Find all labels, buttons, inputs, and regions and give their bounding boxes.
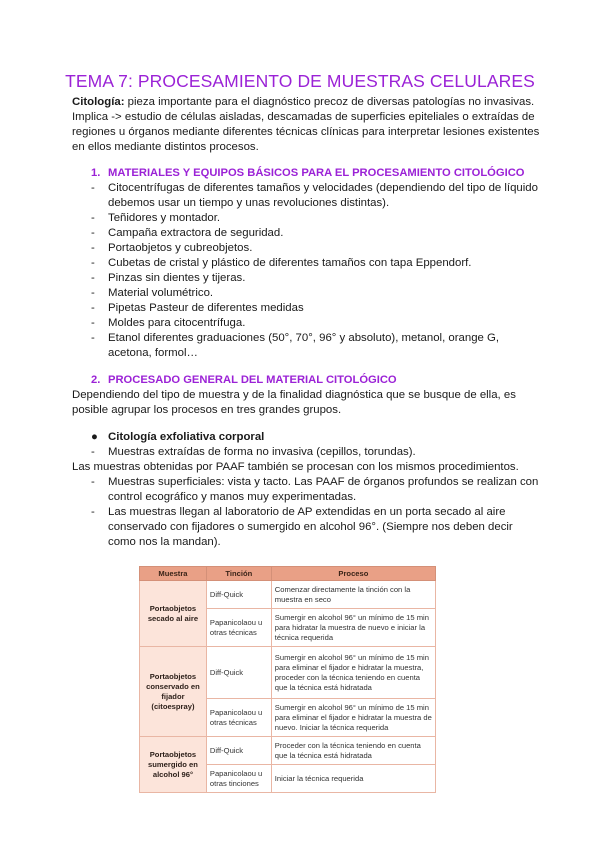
stain-cell: Papanicolaou u otras tinciones [206,765,271,793]
stain-cell: Papanicolaou u otras técnicas [206,609,271,647]
process-cell: Iniciar la técnica requerida [271,765,435,793]
intro-line-4: en ellos mediante distintos procesos. [72,141,259,153]
exfoliative-list [91,445,541,460]
sample-cell: Portaobjetos secado al aire [140,581,207,647]
header-tincion: Tinción [206,567,271,581]
bullet-dot: ● [91,431,98,443]
header-proceso: Proceso [271,567,435,581]
list-item: - Pipetas Pasteur de diferentes medidas [91,301,541,316]
intro-paragraph [72,95,542,110]
section-2-line-1: Dependiendo del tipo de muestra y de la finalidad diagnóstica que se busque de ella, es [72,389,516,401]
list-item: - Muestras superficiales: vista y tacto. Las PAAF de órganos profundos se realizan con control ecográfico y manos muy experimentadas. [91,475,541,505]
list-item: - Portaobjetos y cubreobjetos. [91,241,541,256]
page-title: TEMA 7: PROCESAMIENTO DE MUESTRAS CELULARES [65,71,535,91]
intro-term: Citología: [72,96,125,108]
table-row [140,581,436,609]
section-1-title: MATERIALES Y EQUIPOS BÁSICOS PARA EL PROCESAMIENTO CITOLÓGICO [108,167,525,179]
process-cell: Sumergir en alcohol 96° un mínimo de 15 min para hidratar la muestra de nuevo e iniciar la técnica requerida [271,609,435,647]
stain-cell: Diff-Quick [206,581,271,609]
processing-table [139,566,436,793]
section-2-line-2: posible agrupar los procesos en tres grandes grupos. [72,404,342,416]
process-cell: Proceder con la técnica teniendo en cuenta que la técnica está hidratada [271,737,435,765]
table-row [140,737,436,765]
list-item: - Cubetas de cristal y plástico de diferentes tamaños con tapa Eppendorf. [91,256,541,271]
sample-cell: Portaobjetos sumergido en alcohol 96° [140,737,207,793]
sample-cell: Portaobjetos conservado en fijador (citoespray) [140,647,207,737]
table-header-row [140,567,436,581]
list-item: - Las muestras llegan al laboratorio de AP extendidas en un porta secado al aire conservado con fijadores o sumergido en alcohol 96°. (Siempre nos deben decir como nos la mandan). [91,505,541,550]
list-item: - Pinzas sin dientes y tijeras. [91,271,541,286]
section-2-title: PROCESADO GENERAL DEL MATERIAL CITOLÓGICO [108,374,397,386]
process-cell: Sumergir en alcohol 96° un mínimo de 15 min para eliminar el fijador e hidratar la muestra de nuevo. Iniciar la técnica requerida [271,699,435,737]
list-item: - Muestras extraídas de forma no invasiva (cepillos, torundas). [91,445,541,460]
bullet-heading [91,430,264,445]
bullet-title: Citología exfoliativa corporal [108,431,265,443]
table-row [140,647,436,699]
intro-line-1: pieza importante para el diagnóstico precoz de diversas patologías no invasivas. [124,96,535,108]
list-item: - Teñidores y montador. [91,211,541,226]
section-1-number: 1. [91,167,101,179]
section-1-heading [91,166,524,181]
list-item: - Citocentrífugas de diferentes tamaños y velocidades (dependiendo del tipo de líquido debemos usar un tiempo y unas revoluciones distintas). [91,181,541,211]
section-2-number: 2. [91,374,101,386]
paaf-line: Las muestras obtenidas por PAAF también se procesan con los mismos procedimientos. [72,461,519,473]
intro-line-2: Implica -> estudio de células aisladas, descamadas de superficies epiteliales o extraídas de [72,111,535,123]
list-item: - Moldes para citocentrífuga. [91,316,541,331]
samples-list [91,475,541,550]
stain-cell: Papanicolaou u otras técnicas [206,699,271,737]
process-cell: Sumergir en alcohol 96° un mínimo de 15 min para eliminar el fijador e hidratar la muestra, proceder con la técnica teniendo en cuenta que la técnica está hidratada [271,647,435,699]
section-2-heading [91,373,397,388]
list-item: - Etanol diferentes graduaciones (50°, 70°, 96° y absoluto), metanol, orange G, acetona, formol… [91,331,541,361]
list-item: - Material volumétrico. [91,286,541,301]
intro-line-3: regiones u órganos mediante diferentes técnicas clínicas para interpretar lesiones existentes [72,126,540,138]
process-cell: Comenzar directamente la tinción con la muestra en seco [271,581,435,609]
header-muestra: Muestra [140,567,207,581]
materials-list [91,181,541,361]
stain-cell: Diff-Quick [206,737,271,765]
list-item: - Campaña extractora de seguridad. [91,226,541,241]
stain-cell: Diff-Quick [206,647,271,699]
